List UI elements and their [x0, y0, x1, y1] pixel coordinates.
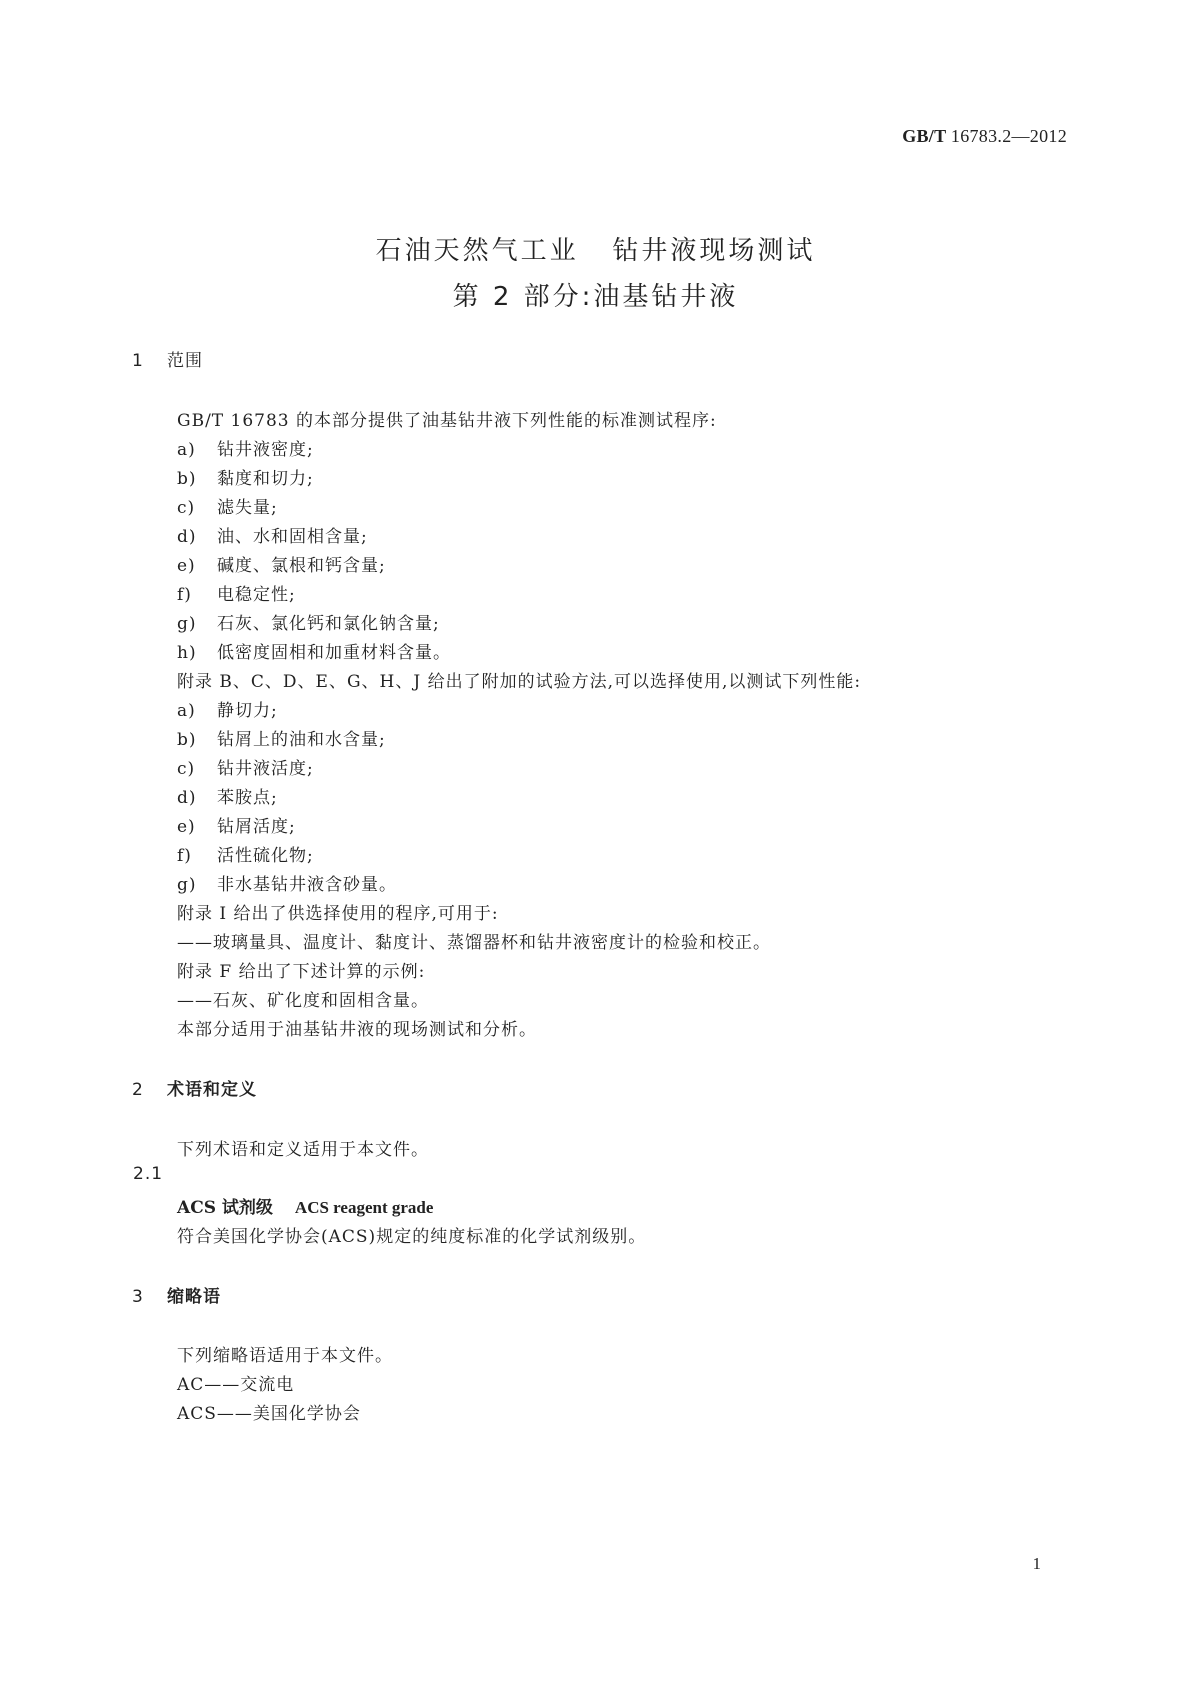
annex-i-intro: 附录 I 给出了供选择使用的程序,可用于:	[177, 904, 499, 924]
section-title: 范围	[167, 351, 203, 371]
item-label: f)	[177, 846, 192, 866]
abbreviations-intro: 下列缩略语适用于本文件。	[177, 1346, 393, 1366]
section-title: 术语和定义	[167, 1080, 257, 1100]
term-chinese: ACS 试剂级	[177, 1198, 273, 1218]
annex-intro: 附录 B、C、D、E、G、H、J 给出了附加的试验方法,可以选择使用,以测试下列性能:	[177, 672, 862, 692]
item-text: 碱度、氯根和钙含量;	[217, 556, 386, 576]
abbreviation-item: ACS——美国化学协会	[177, 1404, 361, 1424]
item-label: d)	[177, 527, 197, 547]
item-label: b)	[177, 730, 197, 750]
item-text: 钻井液活度;	[217, 759, 314, 779]
list-item	[177, 580, 296, 605]
item-text: 非水基钻井液含砂量。	[217, 875, 397, 895]
item-text: 低密度固相和加重材料含量。	[217, 643, 451, 663]
item-label: f)	[177, 585, 192, 605]
item-label: e)	[177, 817, 196, 837]
list-item	[177, 522, 368, 547]
item-text: 滤失量;	[217, 498, 278, 518]
section-title: 缩略语	[167, 1287, 221, 1307]
item-label: c)	[177, 759, 196, 779]
standard-number: 16783.2—2012	[950, 126, 1067, 146]
item-text: 活性硫化物;	[217, 846, 314, 866]
standard-code	[902, 126, 1067, 147]
item-text: 钻井液密度;	[217, 440, 314, 460]
item-label: g)	[177, 875, 197, 895]
list-item	[177, 609, 440, 634]
list-item	[177, 725, 386, 750]
item-text: 静切力;	[217, 701, 278, 721]
section-3-heading	[132, 1282, 221, 1307]
annex-f-intro: 附录 F 给出了下述计算的示例:	[177, 962, 426, 982]
item-label: a)	[177, 440, 196, 460]
clause-number: 2.1	[133, 1164, 164, 1184]
list-item	[177, 493, 278, 518]
item-label: c)	[177, 498, 196, 518]
scope-intro: GB/T 16783 的本部分提供了油基钻井液下列性能的标准测试程序:	[177, 411, 717, 431]
list-item	[177, 464, 314, 489]
list-item	[177, 551, 386, 576]
annex-i-item: ——玻璃量具、温度计、黏度计、蒸馏器杯和钻井液密度计的检验和校正。	[177, 933, 771, 953]
section-number: 2	[132, 1080, 143, 1100]
item-label: b)	[177, 469, 197, 489]
list-item	[177, 812, 296, 837]
item-label: h)	[177, 643, 197, 663]
term-entry	[177, 1193, 433, 1218]
item-text: 钻屑上的油和水含量;	[217, 730, 386, 750]
applicability-statement: 本部分适用于油基钻井液的现场测试和分析。	[177, 1020, 537, 1040]
item-text: 电稳定性;	[217, 585, 296, 605]
term-english: ACS reagent grade	[294, 1198, 434, 1217]
item-text: 石灰、氯化钙和氯化钠含量;	[217, 614, 440, 634]
item-text: 钻屑活度;	[217, 817, 296, 837]
document-title-line1: 石油天然气工业 钻井液现场测试	[375, 236, 816, 266]
list-item	[177, 870, 397, 895]
list-item	[177, 638, 451, 663]
item-label: g)	[177, 614, 197, 634]
standard-prefix: GB/T	[902, 126, 947, 146]
page-number: 1	[1032, 1554, 1041, 1573]
list-item	[177, 696, 278, 721]
annex-f-item: ——石灰、矿化度和固相含量。	[177, 991, 429, 1011]
section-1-heading	[132, 346, 203, 371]
item-label: e)	[177, 556, 196, 576]
item-text: 油、水和固相含量;	[217, 527, 368, 547]
terms-intro: 下列术语和定义适用于本文件。	[177, 1140, 429, 1160]
item-text: 苯胺点;	[217, 788, 278, 808]
item-label: d)	[177, 788, 197, 808]
list-item	[177, 783, 278, 808]
document-title-line2: 第 2 部分:油基钻井液	[452, 282, 739, 312]
item-label: a)	[177, 701, 196, 721]
section-2-heading	[132, 1075, 257, 1100]
section-number: 3	[132, 1287, 143, 1307]
section-number: 1	[132, 351, 143, 371]
list-item	[177, 754, 314, 779]
list-item	[177, 841, 314, 866]
term-definition: 符合美国化学协会(ACS)规定的纯度标准的化学试剂级别。	[177, 1227, 647, 1247]
item-text: 黏度和切力;	[217, 469, 314, 489]
abbreviation-item: AC——交流电	[177, 1375, 295, 1395]
list-item	[177, 435, 314, 460]
